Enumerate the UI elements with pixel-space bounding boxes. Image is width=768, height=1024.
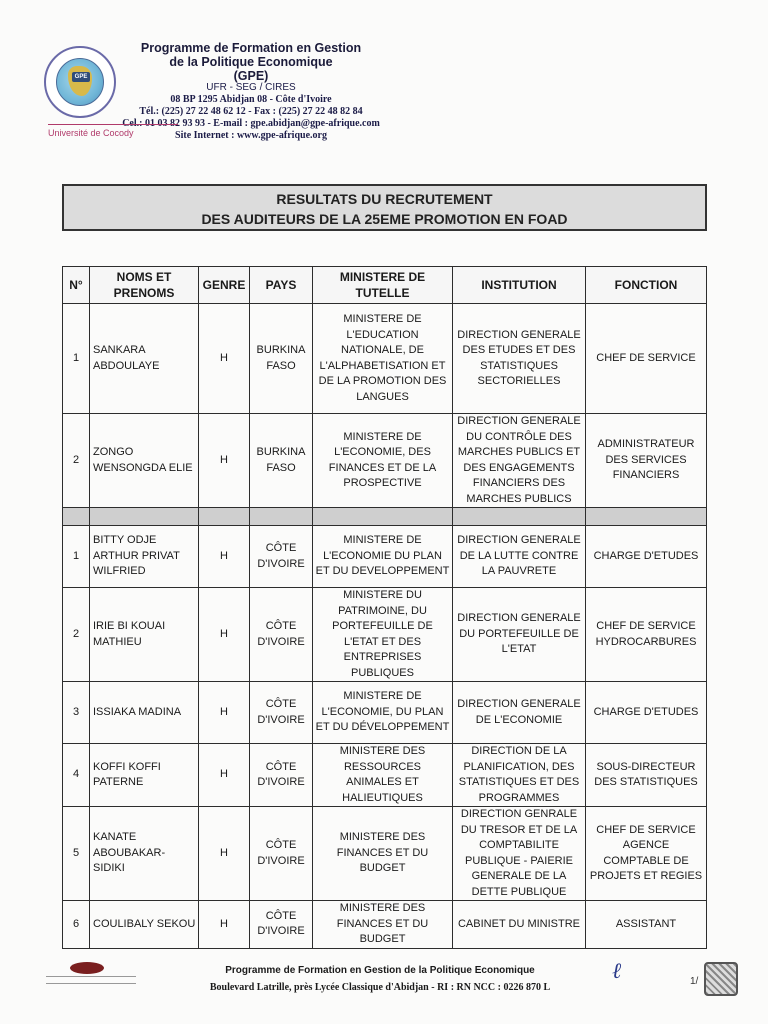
table-row: 1 SANKARA ABDOULAYE H BURKINA FASO MINISTERE DE L'EDUCATION NATIONALE, DE L'ALPHABETISATION ET DE LA PROMOTION DES LANGUES DIRECTION GENERALE DES ETUDES ET DES STATISTIQUES SECTORIELLES CHEF DE SERVICE — [63, 304, 707, 414]
col-institution: INSTITUTION — [453, 267, 586, 304]
handwritten-signature: ℓ — [612, 959, 622, 984]
footer-address: Boulevard Latrille, près Lycée Classique d'Abidjan - RI : RN NCC : 0226 870 L — [209, 982, 551, 993]
group-separator-row — [63, 508, 707, 526]
department: UFR - SEG / CIRES — [206, 82, 296, 93]
page-number: 1/ — [690, 976, 699, 987]
table-header-row — [63, 267, 707, 304]
table-row: 6 COULIBALY SEKOU H CÔTE D'IVOIRE MINISTERE DES FINANCES ET DU BUDGET CABINET DU MINISTRE ASSISTANT — [63, 901, 707, 949]
col-name: NOMS ET PRENOMS — [90, 267, 199, 304]
letterhead-divider — [48, 124, 178, 125]
results-title: RESULTATS DU RECRUTEMENT DES AUDITEURS DE LA 25EME PROMOTION EN FOAD — [62, 184, 707, 231]
address: 08 BP 1295 Abidjan 08 - Côte d'Ivoire — [170, 94, 332, 105]
logo-badge: GPE — [72, 72, 90, 82]
phone-fax: Tél.: (225) 27 22 48 62 12 - Fax : (225) 27 22 48 82 84 — [139, 106, 363, 117]
col-gender: GENRE — [199, 267, 250, 304]
website: Site Internet : www.gpe-afrique.org — [175, 130, 327, 141]
table-row: 2 ZONGO WENSONGDA ELIE H BURKINA FASO MINISTERE DE L'ECONOMIE, DES FINANCES ET DE LA PROSPECTIVE DIRECTION GENERALE DU CONTRÔLE DES MARCHES PUBLICS ET DES ENGAGEMENTS FINANCIERS DES MARCHES PUBLICS ADMINISTRATEUR DES SERVICES FINANCIERS — [63, 414, 707, 508]
footer-partner-logo — [46, 962, 136, 988]
table-row: 1 BITTY ODJE ARTHUR PRIVAT WILFRIED H CÔTE D'IVOIRE MINISTERE DE L'ECONOMIE DU PLAN ET DU DEVELOPPEMENT DIRECTION GENERALE DE LA LUTTE CONTRE LA PAUVRETE CHARGE D'ETUDES — [63, 526, 707, 588]
col-role: FONCTION — [586, 267, 707, 304]
table-row: 3 ISSIAKA MADINA H CÔTE D'IVOIRE MINISTERE DE L'ECONOMIE, DU PLAN ET DU DÉVELOPPEMENT DIRECTION GENERALE DE L'ECONOMIE CHARGE D'ETUDES — [63, 682, 707, 744]
col-country: PAYS — [250, 267, 313, 304]
table-row: 5 KANATE ABOUBAKAR-SIDIKI H CÔTE D'IVOIRE MINISTERE DES FINANCES ET DU BUDGET DIRECTION GENRALE DU TRESOR ET DE LA COMPTABILITE PUBLIQUE - PAIERIE GENERALE DE LA DETTE PUBLIQUE CHEF DE SERVICE AGENCE COMPTABLE DE PROJETS ET REGIES — [63, 807, 707, 901]
col-num: N° — [63, 267, 90, 304]
col-ministry: MINISTERE DE TUTELLE — [313, 267, 453, 304]
table-row: 2 IRIE BI KOUAI MATHIEU H CÔTE D'IVOIRE MINISTERE DU PATRIMOINE, DU PORTEFEUILLE DE L'ETAT ET DES ENTREPRISES PUBLIQUES DIRECTION GENERALE DU PORTEFEUILLE DE L'ETAT CHEF DE SERVICE HYDROCARBURES — [63, 588, 707, 682]
cell-email: Cel.: 01 03 82 93 93 - E-mail : gpe.abidjan@gpe-afrique.com — [122, 118, 380, 129]
letterhead-title: Programme de Formation en Gestion de la Politique Economique (GPE) — [140, 41, 362, 83]
stamp-icon — [704, 962, 738, 996]
gpe-logo — [44, 46, 116, 118]
results-table — [62, 266, 707, 949]
table-row: 4 KOFFI KOFFI PATERNE H CÔTE D'IVOIRE MINISTERE DES RESSOURCES ANIMALES ET HALIEUTIQUES DIRECTION DE LA PLANIFICATION, DES STATISTIQUES ET DES PROGRAMMES SOUS-DIRECTEUR DES STATISTIQUES — [63, 744, 707, 807]
footer-program-name: Programme de Formation en Gestion de la Politique Economique — [225, 965, 535, 976]
letterhead-contact — [120, 82, 382, 142]
university-name: Université de Cocody — [48, 128, 134, 138]
